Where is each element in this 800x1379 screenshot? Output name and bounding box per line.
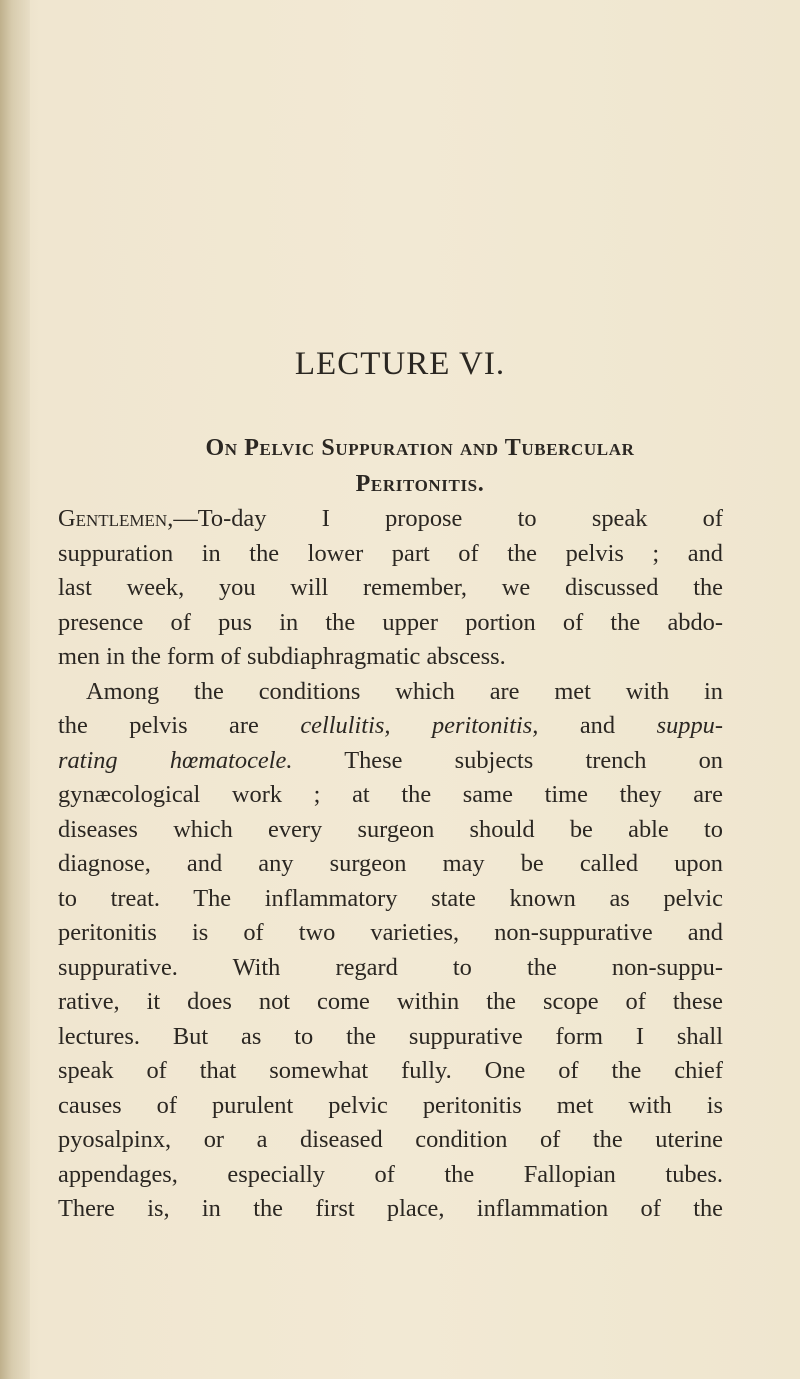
text-line: appendages, especially of the Fallopian tubes.	[58, 1160, 723, 1188]
italic-term: cellulitis,	[300, 712, 391, 739]
page-binding-edge	[0, 0, 30, 1379]
text-line: diagnose, and any surgeon may be called upon	[58, 850, 723, 877]
text-segment: the pelvis are	[58, 712, 301, 739]
text-line: Among the conditions which are met with in	[86, 677, 723, 705]
text-line: suppuration in the lower part of the pelvis ; and	[58, 539, 723, 567]
text-line	[58, 709, 723, 744]
text-line: rative, it does not come within the scope of these	[58, 988, 723, 1015]
text-line	[58, 744, 723, 779]
text-line: diseases which every surgeon should be able to	[58, 815, 723, 843]
lecture-body	[58, 502, 723, 1227]
text-line: causes of purulent pelvic peritonitis met with is	[58, 1091, 723, 1119]
text-segment: These subjects trench on	[292, 746, 723, 774]
italic-term: rating hœmatocele.	[58, 746, 293, 774]
lecture-subtitle	[40, 430, 800, 502]
text-line: pyosalpinx, or a diseased condition of the uterine	[58, 1126, 723, 1153]
italic-term: suppu-	[656, 712, 723, 739]
text-segment: —To-day I propose to speak of	[173, 505, 723, 532]
subtitle-line-2: Peritonitis.	[355, 471, 485, 497]
text-line	[58, 502, 723, 537]
text-line: presence of pus in the upper portion of the abdo-	[58, 608, 723, 636]
text-line: peritonitis is of two varieties, non-suppurative and	[58, 919, 723, 946]
text-line: to treat. The inflammatory state known as pelvic	[58, 884, 723, 912]
lecture-title: LECTURE VI.	[294, 346, 506, 382]
salutation: Gentlemen,	[58, 505, 174, 532]
text-segment: and	[538, 712, 657, 739]
text-line: last week, you will remember, we discussed the	[58, 574, 723, 601]
text-line: There is, in the first place, inflammation of the	[58, 1195, 723, 1222]
text-line: men in the form of subdiaphragmatic abscess.	[58, 643, 506, 670]
text-line: gynæcological work ; at the same time they are	[58, 781, 723, 808]
text-line: suppurative. With regard to the non-suppu-	[58, 953, 723, 981]
italic-term: peritonitis,	[431, 712, 539, 739]
text-line: speak of that somewhat fully. One of the chief	[58, 1057, 723, 1084]
text-line: lectures. But as to the suppurative form I shall	[58, 1022, 723, 1050]
subtitle-line-1: On Pelvic Suppuration and Tubercular	[205, 435, 635, 461]
